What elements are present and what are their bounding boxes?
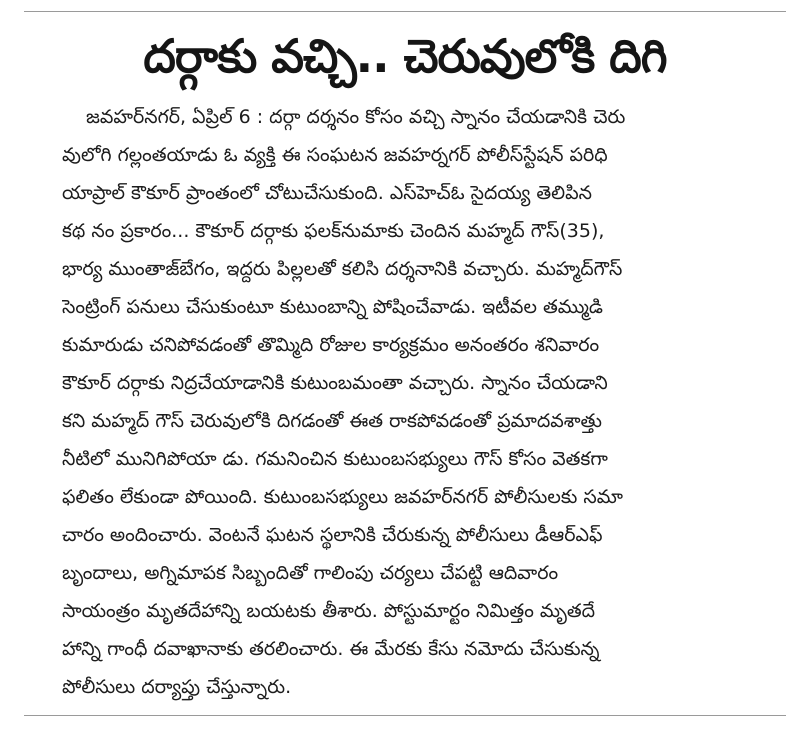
body-line: కౌకూర్ దర్గాకు నిద్రచేయాడానికి కుటుంబమంతా వచ్చారు. స్నానం చేయడాని bbox=[62, 372, 608, 394]
body-line: సెంట్రింగ్ పనులు చేసుకుంటూ కుటుంబాన్ని పోషించేవాడు. ఇటీవల తమ్ముడి bbox=[62, 296, 603, 318]
article-body-continued bbox=[62, 136, 780, 706]
body-line: కథ నం ప్రకారం... కౌకూర్ దర్గాకు ఫలక్‌నుమాకు చెందిన మహ్మద్ గౌస్(35), bbox=[62, 220, 605, 242]
body-line: వులోగి గల్లంతయాడు ఓ వ్యక్తి ఈ సంఘటన జవహర్నగర్ పోలీస్‌స్టేషన్ పరిధి bbox=[62, 144, 608, 166]
article-body bbox=[74, 98, 780, 136]
body-line: కని మహ్మద్ గౌస్ చెరువులోకి దిగడంతో ఈత రాకపోవడంతో ప్రమాదవశాత్తు bbox=[62, 410, 602, 432]
body-line: పోలీసులు దర్యాప్తు చేస్తున్నారు. bbox=[62, 676, 292, 698]
body-line: నీటిలో మునిగిపోయా డు. గమనించిన కుటుంబసభ్యులు గౌస్ కోసం వెతకగా bbox=[62, 448, 608, 470]
body-line: హాన్ని గాంధీ దవాఖానాకు తరలించారు. ఈ మేరకు కేసు నమోదు చేసుకున్న bbox=[62, 638, 600, 660]
body-line: చారం అందించారు. వెంటనే ఘటన స్థలానికి చేరుకున్న పోలీసులు డీఆర్ఎఫ్ bbox=[62, 524, 603, 546]
body-line: భార్య ముంతాజ్‌బేగం, ఇద్దరు పిల్లలతో కలిసి దర్శనానికి వచ్చారు. మహ్మద్‌గౌస్ bbox=[62, 258, 623, 280]
body-line: సాయంత్రం మృతదేహాన్ని బయటకు తీశారు. పోస్టుమార్టం నిమిత్తం మృతదే bbox=[62, 600, 596, 622]
bottom-divider bbox=[24, 715, 786, 716]
body-line: యాప్రాల్ కౌకూర్ ప్రాంతంలో చోటుచేసుకుంది. ఎస్‌హెచ్ఓ సైదయ్య తెలిపిన bbox=[62, 182, 592, 204]
top-divider bbox=[24, 11, 786, 12]
body-line: జవహర్‌నగర్, ఏప్రిల్ 6 : దర్గా దర్శనం కోసం వచ్చి స్నానం చేయడానికి చెరు bbox=[86, 106, 626, 128]
body-line: ఫలితం లేకుండా పోయింది. కుటుంబసభ్యులు జవహర్‌నగర్ పోలీసులకు సమా bbox=[62, 486, 623, 508]
body-line: బృందాలు, అగ్నిమాపక సిబ్బందితో గాలింపు చర్యలు చేపట్టి ఆదివారం bbox=[62, 562, 559, 584]
body-line: కుమారుడు చనిపోవడంతో తొమ్మిది రోజుల కార్యక్రమం అనంతరం శనివారం bbox=[62, 334, 600, 356]
headline: దర్గాకు వచ్చి.. చెరువులోకి దిగి bbox=[143, 29, 667, 83]
